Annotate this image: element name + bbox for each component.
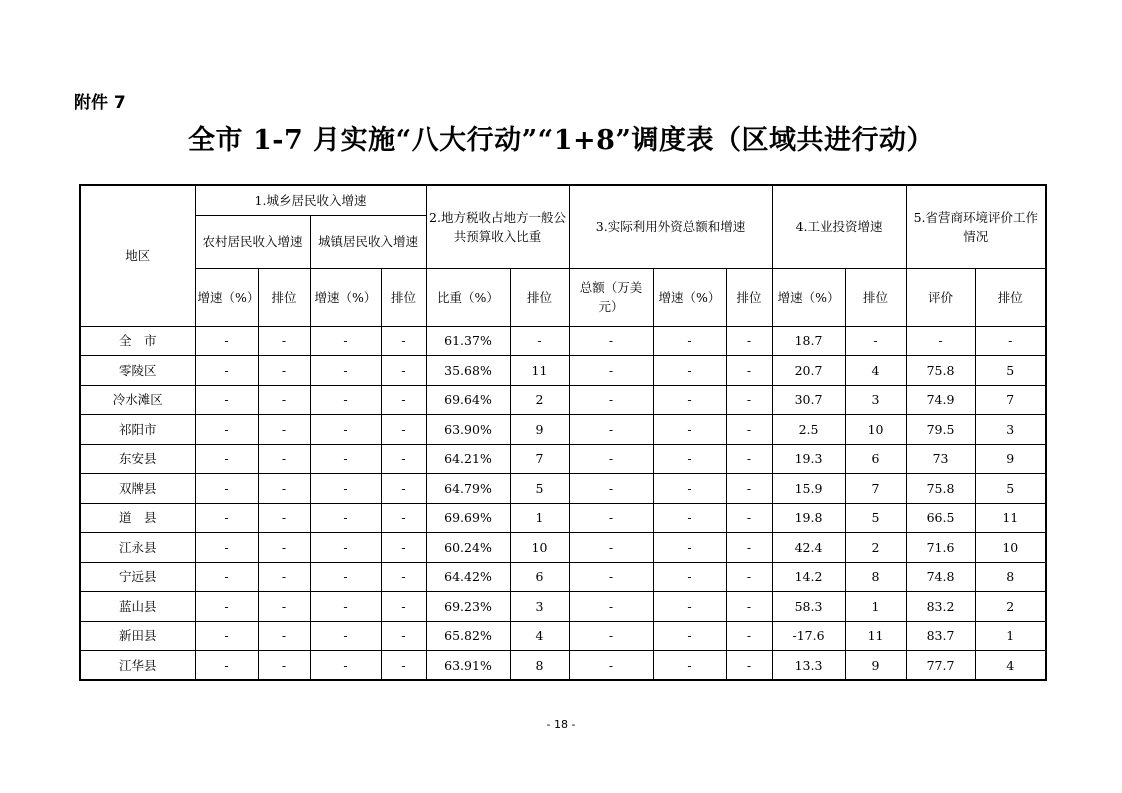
subheader: 评价 bbox=[906, 268, 975, 326]
page-number: - 18 - bbox=[546, 718, 576, 731]
subheader: 增速（%） bbox=[310, 268, 381, 326]
data-cell: - bbox=[653, 326, 726, 356]
data-cell: 19.8 bbox=[772, 503, 845, 533]
region-cell: 蓝山县 bbox=[80, 592, 195, 622]
data-cell: 10 bbox=[845, 415, 906, 445]
data-cell: - bbox=[258, 651, 310, 681]
data-cell: - bbox=[381, 592, 426, 622]
region-cell: 江华县 bbox=[80, 651, 195, 681]
data-cell: 64.21% bbox=[426, 444, 510, 474]
data-cell: 5 bbox=[975, 356, 1046, 386]
data-cell: - bbox=[569, 474, 653, 504]
data-cell: - bbox=[975, 326, 1046, 356]
data-cell: - bbox=[653, 621, 726, 651]
data-cell: - bbox=[653, 415, 726, 445]
data-cell: - bbox=[653, 385, 726, 415]
subheader: 总额（万美元） bbox=[569, 268, 653, 326]
data-cell: - bbox=[381, 356, 426, 386]
data-cell: - bbox=[310, 415, 381, 445]
data-cell: - bbox=[569, 592, 653, 622]
subheader: 增速（%） bbox=[195, 268, 258, 326]
data-cell: 65.82% bbox=[426, 621, 510, 651]
data-cell: 5 bbox=[975, 474, 1046, 504]
data-cell: - bbox=[653, 592, 726, 622]
data-cell: - bbox=[195, 415, 258, 445]
data-cell: - bbox=[195, 503, 258, 533]
data-cell: - bbox=[258, 356, 310, 386]
region-cell: 双牌县 bbox=[80, 474, 195, 504]
data-cell: - bbox=[653, 474, 726, 504]
table-row bbox=[80, 621, 1046, 651]
data-cell: 71.6 bbox=[906, 533, 975, 563]
data-cell: - bbox=[726, 562, 772, 592]
data-cell: - bbox=[510, 326, 569, 356]
data-cell: 15.9 bbox=[772, 474, 845, 504]
data-cell: 11 bbox=[510, 356, 569, 386]
data-cell: 6 bbox=[510, 562, 569, 592]
table-row bbox=[80, 415, 1046, 445]
data-cell: 83.7 bbox=[906, 621, 975, 651]
data-cell: - bbox=[195, 533, 258, 563]
data-cell: 4 bbox=[975, 651, 1046, 681]
data-cell: 7 bbox=[845, 474, 906, 504]
data-cell: - bbox=[569, 444, 653, 474]
data-cell: - bbox=[726, 326, 772, 356]
data-cell: - bbox=[569, 651, 653, 681]
data-cell: 58.3 bbox=[772, 592, 845, 622]
data-cell: - bbox=[381, 385, 426, 415]
data-cell: 3 bbox=[975, 415, 1046, 445]
table-row bbox=[80, 533, 1046, 563]
region-cell: 宁远县 bbox=[80, 562, 195, 592]
dispatch-table bbox=[79, 184, 1047, 681]
data-cell: - bbox=[726, 651, 772, 681]
data-cell: 9 bbox=[845, 651, 906, 681]
data-cell: - bbox=[653, 444, 726, 474]
table-row bbox=[80, 444, 1046, 474]
table-body bbox=[80, 326, 1046, 680]
attachment-label: 附件 7 bbox=[74, 93, 126, 113]
data-cell: - bbox=[653, 562, 726, 592]
data-cell: - bbox=[906, 326, 975, 356]
data-cell: - bbox=[258, 592, 310, 622]
data-cell: - bbox=[310, 651, 381, 681]
data-cell: 2 bbox=[510, 385, 569, 415]
data-cell: 4 bbox=[845, 356, 906, 386]
data-cell: - bbox=[195, 651, 258, 681]
data-cell: - bbox=[381, 651, 426, 681]
data-cell: - bbox=[310, 356, 381, 386]
data-cell: - bbox=[569, 621, 653, 651]
header-foreign-investment: 3.实际利用外资总额和增速 bbox=[569, 185, 772, 268]
data-cell: 9 bbox=[510, 415, 569, 445]
data-cell: 63.91% bbox=[426, 651, 510, 681]
data-cell: - bbox=[195, 385, 258, 415]
data-cell: - bbox=[310, 621, 381, 651]
data-cell: 2 bbox=[975, 592, 1046, 622]
data-cell: 5 bbox=[845, 503, 906, 533]
data-cell: - bbox=[569, 326, 653, 356]
region-cell: 新田县 bbox=[80, 621, 195, 651]
subheader: 排位 bbox=[381, 268, 426, 326]
table-row bbox=[80, 474, 1046, 504]
data-cell: - bbox=[310, 474, 381, 504]
header-region: 地区 bbox=[80, 185, 195, 326]
data-cell: - bbox=[569, 562, 653, 592]
data-cell: 74.8 bbox=[906, 562, 975, 592]
region-cell: 冷水滩区 bbox=[80, 385, 195, 415]
data-cell: - bbox=[195, 356, 258, 386]
data-cell: - bbox=[653, 503, 726, 533]
header-income-growth: 1.城乡居民收入增速 bbox=[195, 185, 426, 215]
data-cell: - bbox=[569, 503, 653, 533]
data-cell: 73 bbox=[906, 444, 975, 474]
data-cell: - bbox=[195, 592, 258, 622]
data-cell: 11 bbox=[845, 621, 906, 651]
data-cell: - bbox=[310, 533, 381, 563]
data-cell: 9 bbox=[975, 444, 1046, 474]
data-cell: - bbox=[381, 503, 426, 533]
data-cell: 42.4 bbox=[772, 533, 845, 563]
data-cell: - bbox=[310, 592, 381, 622]
subheader: 排位 bbox=[510, 268, 569, 326]
data-cell: - bbox=[258, 533, 310, 563]
data-cell: 74.9 bbox=[906, 385, 975, 415]
data-cell: 13.3 bbox=[772, 651, 845, 681]
region-cell: 祁阳市 bbox=[80, 415, 195, 445]
data-cell: - bbox=[258, 474, 310, 504]
data-cell: 4 bbox=[510, 621, 569, 651]
data-cell: 66.5 bbox=[906, 503, 975, 533]
header-rural-income: 农村居民收入增速 bbox=[195, 215, 310, 268]
subheader: 比重（%） bbox=[426, 268, 510, 326]
header-urban-income: 城镇居民收入增速 bbox=[310, 215, 426, 268]
data-cell: - bbox=[258, 326, 310, 356]
data-cell: - bbox=[726, 356, 772, 386]
data-cell: - bbox=[310, 385, 381, 415]
data-cell: - bbox=[726, 444, 772, 474]
table-row bbox=[80, 385, 1046, 415]
data-cell: - bbox=[195, 474, 258, 504]
data-cell: 60.24% bbox=[426, 533, 510, 563]
data-cell: - bbox=[381, 533, 426, 563]
data-cell: 11 bbox=[975, 503, 1046, 533]
data-cell: 1 bbox=[510, 503, 569, 533]
data-cell: 77.7 bbox=[906, 651, 975, 681]
region-cell: 零陵区 bbox=[80, 356, 195, 386]
header-business-environment: 5.省营商环境评价工作情况 bbox=[906, 185, 1046, 268]
subheader: 增速（%） bbox=[772, 268, 845, 326]
data-cell: - bbox=[845, 326, 906, 356]
data-cell: 8 bbox=[975, 562, 1046, 592]
data-cell: 64.79% bbox=[426, 474, 510, 504]
data-cell: - bbox=[726, 592, 772, 622]
data-cell: 7 bbox=[975, 385, 1046, 415]
data-cell: - bbox=[653, 533, 726, 563]
data-cell: 64.42% bbox=[426, 562, 510, 592]
data-cell: - bbox=[726, 385, 772, 415]
table-row bbox=[80, 651, 1046, 681]
data-cell: 18.7 bbox=[772, 326, 845, 356]
data-cell: 69.23% bbox=[426, 592, 510, 622]
subheader: 排位 bbox=[975, 268, 1046, 326]
data-cell: 8 bbox=[510, 651, 569, 681]
data-cell: - bbox=[726, 503, 772, 533]
data-cell: 30.7 bbox=[772, 385, 845, 415]
subheader: 排位 bbox=[726, 268, 772, 326]
data-cell: - bbox=[653, 651, 726, 681]
data-cell: 63.90% bbox=[426, 415, 510, 445]
data-cell: - bbox=[310, 503, 381, 533]
subheader: 排位 bbox=[258, 268, 310, 326]
data-cell: 10 bbox=[975, 533, 1046, 563]
data-cell: - bbox=[381, 621, 426, 651]
data-cell: 1 bbox=[975, 621, 1046, 651]
data-cell: - bbox=[195, 621, 258, 651]
data-cell: - bbox=[258, 415, 310, 445]
data-cell: - bbox=[726, 621, 772, 651]
data-cell: - bbox=[310, 562, 381, 592]
data-cell: 69.69% bbox=[426, 503, 510, 533]
data-cell: 7 bbox=[510, 444, 569, 474]
data-cell: - bbox=[195, 562, 258, 592]
data-cell: - bbox=[569, 415, 653, 445]
data-cell: - bbox=[569, 356, 653, 386]
region-cell: 道 县 bbox=[80, 503, 195, 533]
data-cell: 2.5 bbox=[772, 415, 845, 445]
table-row bbox=[80, 562, 1046, 592]
data-cell: 35.68% bbox=[426, 356, 510, 386]
data-cell: - bbox=[381, 474, 426, 504]
data-cell: 83.2 bbox=[906, 592, 975, 622]
data-cell: - bbox=[381, 444, 426, 474]
data-cell: - bbox=[258, 562, 310, 592]
data-cell: - bbox=[569, 533, 653, 563]
data-cell: 6 bbox=[845, 444, 906, 474]
data-cell: 14.2 bbox=[772, 562, 845, 592]
data-cell: 2 bbox=[845, 533, 906, 563]
data-cell: 19.3 bbox=[772, 444, 845, 474]
page-title: 全市 1-7 月实施“八大行动”“1+8”调度表（区域共进行动） bbox=[188, 125, 934, 156]
data-cell: - bbox=[310, 444, 381, 474]
data-cell: 10 bbox=[510, 533, 569, 563]
data-cell: 3 bbox=[510, 592, 569, 622]
data-cell: - bbox=[726, 474, 772, 504]
data-cell: - bbox=[726, 415, 772, 445]
data-cell: 8 bbox=[845, 562, 906, 592]
data-cell: 69.64% bbox=[426, 385, 510, 415]
data-cell: 79.5 bbox=[906, 415, 975, 445]
data-cell: - bbox=[310, 326, 381, 356]
table-row bbox=[80, 356, 1046, 386]
data-cell: - bbox=[381, 562, 426, 592]
data-cell: - bbox=[258, 503, 310, 533]
header-tax-ratio: 2.地方税收占地方一般公共预算收入比重 bbox=[426, 185, 569, 268]
header-industrial-investment: 4.工业投资增速 bbox=[772, 185, 906, 268]
data-cell: 20.7 bbox=[772, 356, 845, 386]
region-cell: 江永县 bbox=[80, 533, 195, 563]
data-cell: - bbox=[653, 356, 726, 386]
data-cell: -17.6 bbox=[772, 621, 845, 651]
table-row bbox=[80, 326, 1046, 356]
data-cell: - bbox=[258, 444, 310, 474]
data-cell: 75.8 bbox=[906, 474, 975, 504]
table-row bbox=[80, 503, 1046, 533]
data-cell: - bbox=[195, 326, 258, 356]
region-cell: 全 市 bbox=[80, 326, 195, 356]
table-row bbox=[80, 592, 1046, 622]
data-cell: 3 bbox=[845, 385, 906, 415]
region-cell: 东安县 bbox=[80, 444, 195, 474]
data-cell: - bbox=[258, 621, 310, 651]
data-cell: - bbox=[381, 326, 426, 356]
data-cell: 61.37% bbox=[426, 326, 510, 356]
data-cell: - bbox=[381, 415, 426, 445]
data-cell: 5 bbox=[510, 474, 569, 504]
data-cell: - bbox=[726, 533, 772, 563]
subheader: 增速（%） bbox=[653, 268, 726, 326]
data-cell: - bbox=[569, 385, 653, 415]
data-cell: 1 bbox=[845, 592, 906, 622]
data-cell: - bbox=[195, 444, 258, 474]
data-cell: - bbox=[258, 385, 310, 415]
data-cell: 75.8 bbox=[906, 356, 975, 386]
subheader: 排位 bbox=[845, 268, 906, 326]
